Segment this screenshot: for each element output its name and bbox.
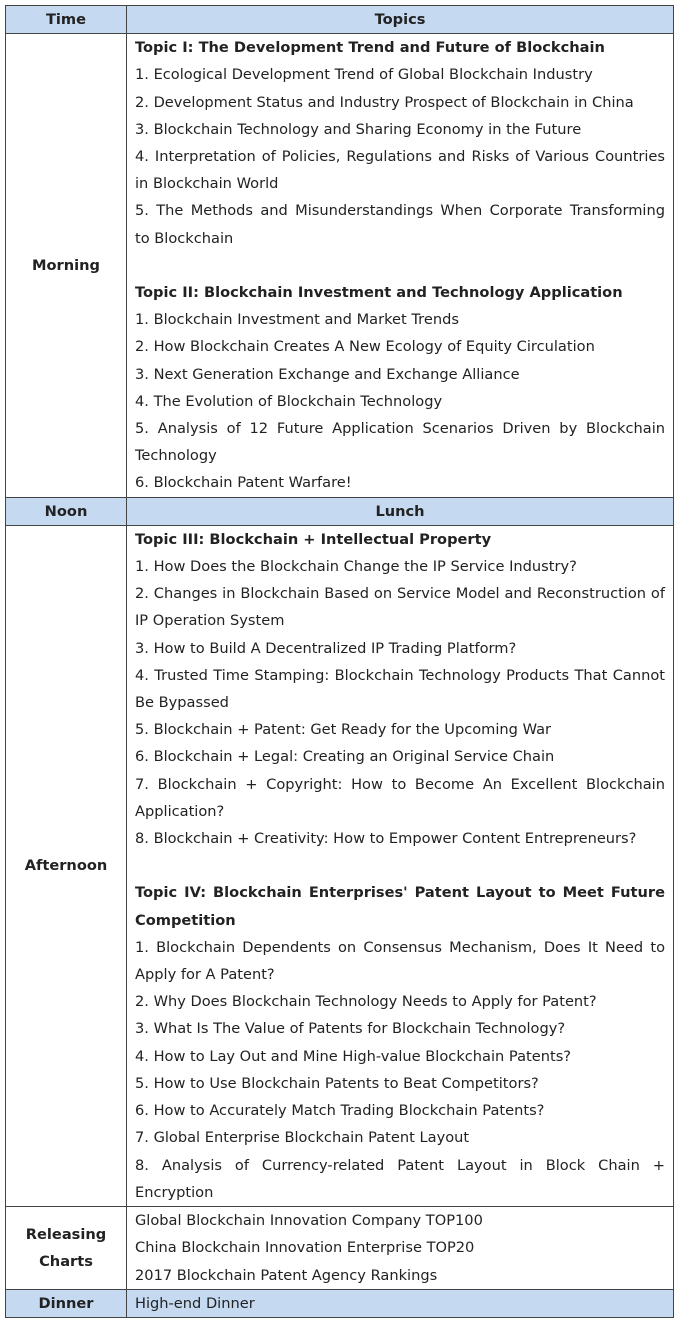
list-item: 7. Global Enterprise Blockchain Patent Layout	[135, 1129, 470, 1147]
topic-3-title: Topic III: Blockchain + Intellectual Property	[135, 530, 492, 548]
noon-row	[6, 497, 674, 525]
list-item: 3. What Is The Value of Patents for Blockchain Technology?	[135, 1020, 566, 1038]
list-item: 2. Development Status and Industry Prospect of Blockchain in China	[135, 93, 634, 111]
list-item: 1. How Does the Blockchain Change the IP Service Industry?	[135, 558, 577, 576]
list-item: Global Blockchain Innovation Company TOP100	[135, 1212, 483, 1230]
list-item: 4. Interpretation of Policies, Regulations and Risks of Various Countries in Blockchain World	[135, 148, 665, 193]
dinner-time: Dinner	[6, 1289, 127, 1317]
charts-list	[127, 1206, 674, 1289]
charts-row	[6, 1206, 674, 1289]
topic-2-title: Topic II: Blockchain Investment and Technology Application	[135, 284, 623, 302]
list-item: 5. Blockchain + Patent: Get Ready for the Upcoming War	[135, 721, 552, 739]
list-item: 5. How to Use Blockchain Patents to Beat Competitors?	[135, 1074, 539, 1092]
list-item: 2017 Blockchain Patent Agency Rankings	[135, 1266, 438, 1284]
spacer	[135, 252, 665, 279]
list-item: 1. Ecological Development Trend of Global Blockchain Industry	[135, 66, 593, 84]
list-item: 6. Blockchain + Legal: Creating an Original Service Chain	[135, 748, 555, 766]
list-item: 5. The Methods and Misunderstandings When Corporate Transforming to Blockchain	[135, 202, 665, 247]
list-item: 7. Blockchain + Copyright: How to Become An Excellent Blockchain Application?	[135, 775, 665, 820]
header-time: Time	[6, 6, 127, 34]
topic-4-title: Topic IV: Blockchain Enterprises' Patent Layout to Meet Future Competition	[135, 884, 665, 929]
afternoon-time: Afternoon	[6, 525, 127, 1206]
list-item: 2. Changes in Blockchain Based on Service Model and Reconstruction of IP Operation System	[135, 585, 665, 630]
noon-time: Noon	[6, 497, 127, 525]
list-item: 2. How Blockchain Creates A New Ecology of Equity Circulation	[135, 338, 595, 356]
dinner-label: High-end Dinner	[127, 1289, 674, 1317]
afternoon-topics	[127, 525, 674, 1206]
list-item: 6. Blockchain Patent Warfare!	[135, 474, 352, 492]
list-item: 5. Analysis of 12 Future Application Scenarios Driven by Blockchain Technology	[135, 420, 665, 465]
list-item: 4. Trusted Time Stamping: Blockchain Technology Products That Cannot Be Bypassed	[135, 666, 665, 712]
topic-1-title: Topic I: The Development Trend and Future of Blockchain	[135, 39, 605, 57]
spacer	[135, 852, 665, 879]
list-item: 1. Blockchain Investment and Market Trends	[135, 311, 459, 329]
list-item: China Blockchain Innovation Enterprise TOP20	[135, 1239, 475, 1257]
list-item: 3. How to Build A Decentralized IP Trading Platform?	[135, 639, 517, 657]
morning-row	[6, 34, 674, 497]
list-item: 3. Blockchain Technology and Sharing Economy in the Future	[135, 120, 582, 138]
list-item: 8. Analysis of Currency-related Patent Layout in Block Chain + Encryption	[135, 1156, 665, 1201]
charts-time: Releasing Charts	[6, 1206, 127, 1289]
afternoon-row	[6, 525, 674, 1206]
header-topics: Topics	[127, 6, 674, 34]
list-item: 6. How to Accurately Match Trading Blockchain Patents?	[135, 1102, 545, 1120]
morning-topics	[127, 34, 674, 497]
dinner-row	[6, 1289, 674, 1317]
header-row	[6, 6, 674, 34]
agenda-table	[5, 5, 674, 1318]
list-item: 4. How to Lay Out and Mine High-value Blockchain Patents?	[135, 1047, 572, 1065]
list-item: 3. Next Generation Exchange and Exchange Alliance	[135, 365, 520, 383]
noon-label: Lunch	[127, 497, 674, 525]
list-item: 8. Blockchain + Creativity: How to Empower Content Entrepreneurs?	[135, 830, 637, 848]
list-item: 1. Blockchain Dependents on Consensus Mechanism, Does It Need to Apply for A Patent?	[135, 938, 665, 984]
list-item: 2. Why Does Blockchain Technology Needs to Apply for Patent?	[135, 993, 597, 1011]
list-item: 4. The Evolution of Blockchain Technology	[135, 392, 443, 410]
morning-time: Morning	[6, 34, 127, 497]
